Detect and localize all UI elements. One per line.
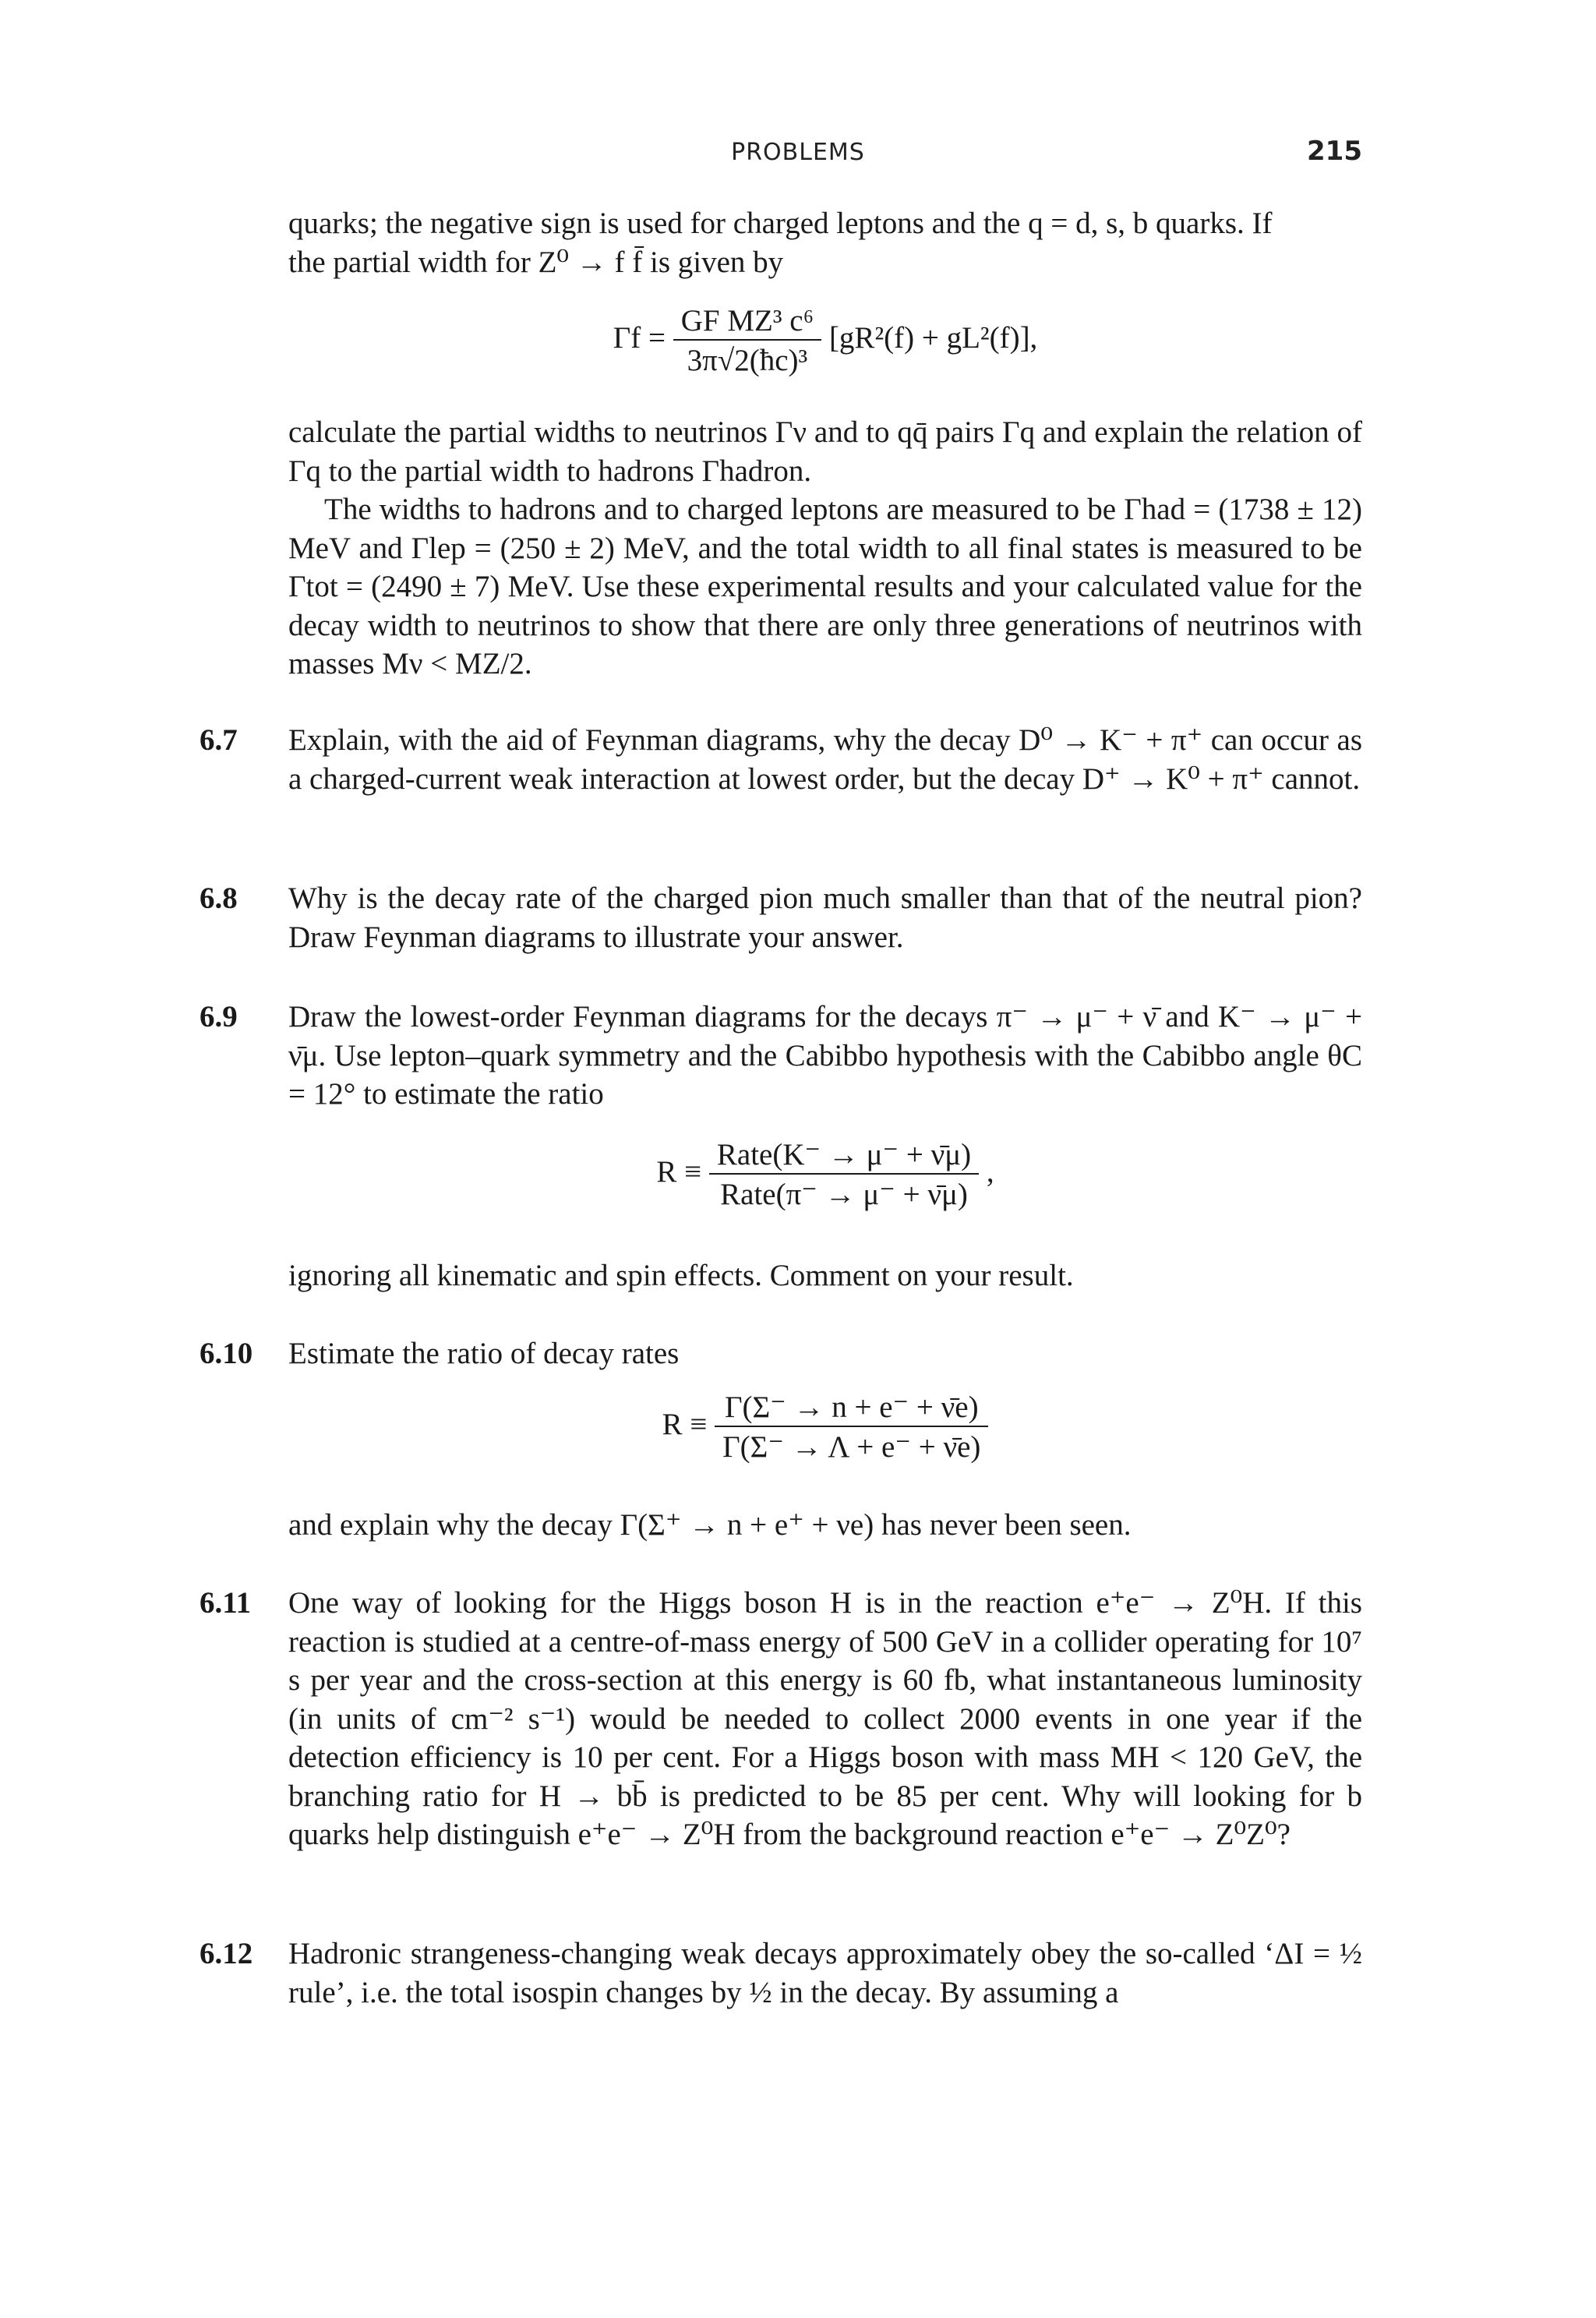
problem-text: One way of looking for the Higgs boson H is in the reaction e⁺e⁻ → Z⁰H. If this reaction is studied at a centre-of-mass energy of 500 GeV in a collider operating for 10⁷ s per year and the cross-section at this energy is 60 fb, what instantaneous luminosity (in units of cm⁻² s⁻¹) would be needed to collect 2000 events in one year if the detection efficiency is 10 per cent. For a Higgs boson with mass MH < 120 GeV, the branching ratio for H → bb̄ is predicted to be 85 per cent. Why will looking for b quarks help distinguish e⁺e⁻ → Z⁰H from the background reaction e⁺e⁻ → Z⁰Z⁰?: [288, 1586, 1362, 1851]
equation-lhs: Γf =: [613, 320, 666, 355]
equation-tail: ,: [986, 1154, 994, 1189]
equation-rhs: [gR²(f) + gL²(f)],: [828, 320, 1038, 355]
problem-number: 6.12: [200, 1937, 253, 1970]
paragraph-measured-widths: The widths to hadrons and to charged leptons are measured to be Γhad = (1738 ± 12) MeV and Γlep = (250 ± 2) MeV, and the total width to all final states is measured to be Γtot = (2490 ± 7) MeV. Use these experimental results and your calculated value for the decay width to neutrinos to show that there are only three generations of neutrinos with masses Mν < MZ/2.: [288, 493, 1362, 680]
equation-fraction: [673, 306, 821, 376]
problem-6-8: [200, 879, 1362, 956]
ratio-equation-6-9: [288, 1140, 1362, 1210]
equation-fraction: [715, 1392, 988, 1462]
intro-line-1: quarks; the negative sign is used for charged leptons and the q = d, s, b quarks. If: [288, 207, 1273, 240]
problem-text: Hadronic strangeness-changing weak decays approximately obey the so-called ‘ΔI = ½ rule’, i.e. the total isospin changes by ½ in the decay. By assuming a: [288, 1937, 1362, 2009]
problem-6-10: [200, 1334, 1362, 1373]
equation-denominator: Γ(Σ⁻ → Λ + e⁻ + ν̄e): [722, 1430, 981, 1464]
problem-6-11: [200, 1584, 1362, 1854]
problem-text: Why is the decay rate of the charged pion much smaller than that of the neutral pion? Draw Feynman diagrams to illustrate your answer.: [288, 882, 1362, 954]
problem-6-10-after: and explain why the decay Γ(Σ⁺ → n + e⁺ + νe) has never been seen.: [288, 1508, 1132, 1542]
problem-number: 6.7: [200, 723, 238, 757]
equation-numerator: Γ(Σ⁻ → n + e⁻ + ν̄e): [715, 1392, 988, 1427]
intro-line-2: the partial width for Z⁰ → f f̄ is given by: [288, 245, 784, 279]
paragraph-partial-widths: calculate the partial widths to neutrinos Γν and to qq̄ pairs Γq and explain the relation of Γq to the partial width to hadrons Γhadron.: [288, 415, 1362, 488]
problem-number: 6.11: [200, 1586, 252, 1620]
problem-6-12: [200, 1935, 1362, 2012]
continuation-intro: [288, 204, 1362, 281]
problem-text: Explain, with the aid of Feynman diagrams, why the decay D⁰ → K⁻ + π⁺ can occur as a charged-current weak interaction at lowest order, but the decay D⁺ → K⁰ + π⁺ cannot.: [288, 723, 1362, 796]
equation-numerator: Rate(K⁻ → μ⁻ + ν̄μ): [709, 1140, 979, 1175]
running-header: PROBLEMS: [731, 139, 865, 166]
equation-lhs: R ≡: [662, 1407, 708, 1441]
ratio-equation-6-10: [288, 1392, 1362, 1462]
equation-numerator: GF MZ³ c⁶: [673, 306, 821, 341]
problem-text: Draw the lowest-order Feynman diagrams for the decays π⁻ → μ⁻ + ν̄ and K⁻ → μ⁻ + ν̄μ. Use lepton–quark symmetry and the Cabibbo hypothesis with the Cabibbo angle θC = 12° to estimate the ratio: [288, 1000, 1362, 1111]
problem-text: Estimate the ratio of decay rates: [288, 1337, 680, 1370]
page-number: 215: [1307, 136, 1362, 167]
problem-number: 6.10: [200, 1337, 253, 1370]
problem-number: 6.8: [200, 882, 238, 915]
continuation-body: [288, 413, 1362, 684]
equation-fraction: [709, 1140, 979, 1210]
problem-6-7: [200, 721, 1362, 798]
problem-6-9: [200, 998, 1362, 1114]
problem-6-9-after: ignoring all kinematic and spin effects. Comment on your result.: [288, 1259, 1074, 1292]
equation-denominator: Rate(π⁻ → μ⁻ + ν̄μ): [720, 1178, 968, 1211]
partial-width-equation: [288, 306, 1362, 376]
equation-lhs: R ≡: [656, 1154, 702, 1189]
equation-denominator: 3π√2(ħc)³: [687, 344, 808, 377]
problem-number: 6.9: [200, 1000, 238, 1034]
